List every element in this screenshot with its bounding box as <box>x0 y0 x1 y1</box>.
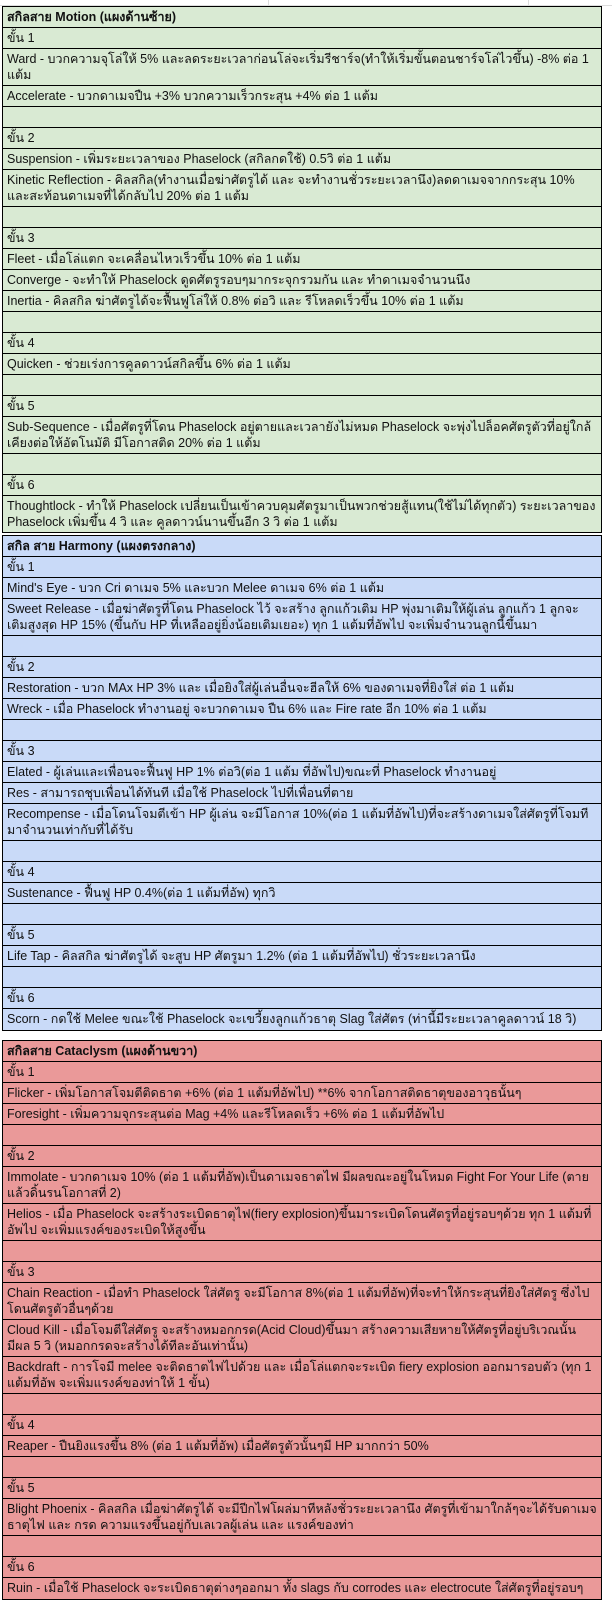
tier-label[interactable]: ขั้น 6 <box>3 475 601 496</box>
skill-description[interactable]: Mind's Eye - บวก Cri ดาเมจ 5% และบวก Melee ดาเมจ 6% ต่อ 1 แต้ม <box>3 578 601 599</box>
skill-description[interactable]: Elated - ผู้เล่นและเพื่อนจะฟื้นฟู HP 1% ต่อวิ(ต่อ 1 แต้ม ที่อัพไป)ขณะที่ Phaselock ทำงานอยู่ <box>3 762 601 783</box>
section-title[interactable]: สกิลสาย Cataclysm (แผงด้านขวา) <box>3 1041 601 1062</box>
tier-label[interactable]: ขั้น 1 <box>3 28 601 49</box>
empty-cell[interactable] <box>3 841 601 862</box>
section-title[interactable]: สกิลสาย Motion (แผงด้านซ้าย) <box>3 7 601 28</box>
skill-description[interactable]: Suspension - เพิ่มระยะเวลาของ Phaselock (สกิลกดใช้) 0.5วิ ต่อ 1 แต้ม <box>3 149 601 170</box>
skill-description[interactable]: Recompense - เมื่อโดนโจมตีเข้า HP ผู้เล่น จะมีโอกาส 10%(ต่อ 1 แต้มที่อัพไป)ที่จะสร้างดาเมจใส่ศัตรูที่โจมทีมาจำนวนเท่ากับที่ได้รับ <box>3 804 601 841</box>
empty-cell[interactable] <box>3 904 601 925</box>
tier-label[interactable]: ขั้น 1 <box>3 557 601 578</box>
tier-label[interactable]: ขั้น 4 <box>3 862 601 883</box>
section-title[interactable]: สกิล สาย Harmony (แผงตรงกลาง) <box>3 536 601 557</box>
empty-cell[interactable] <box>3 312 601 333</box>
empty-cell[interactable] <box>3 967 601 988</box>
empty-cell[interactable] <box>3 636 601 657</box>
empty-cell[interactable] <box>3 107 601 128</box>
empty-cell[interactable] <box>3 1241 601 1262</box>
empty-cell[interactable] <box>3 1536 601 1557</box>
skill-tree-motion <box>2 6 602 533</box>
skill-description[interactable]: Kinetic Reflection - คิลสกิล(ทำงานเมื่อฆ่าศัตรูได้ และ จะทำงานชั่วระยะเวลานึง)ลดดาเมจจากกระสุน 10% และสะท้อนดาเมจที่ได้กลับไป 20% ต่อ 1 แต้ม <box>3 170 601 207</box>
tier-label[interactable]: ขั้น 6 <box>3 1557 601 1578</box>
empty-cell[interactable] <box>3 1125 601 1146</box>
skill-description[interactable]: Reaper - ปืนยิงแรงขึ้น 8% (ต่อ 1 แต้มที่อัพ) เมื่อศัตรูตัวนั้นๆมี HP มากกว่า 50% <box>3 1436 601 1457</box>
skill-description[interactable]: Blight Phoenix - คิลสกิล เมื่อฆ่าศัตรูได้ จะมีปีกไฟโผล่มาทีหลังชั่วระยะเวลานึง ศัตรูที่เข้ามาใกล้ๆจะได้รับดาเมจธาตุไฟ และ กรด ความแรงขึ้นอยู่กับเลเวลผู้เล่น และ แรงค์ของท่า <box>3 1499 601 1536</box>
tier-label[interactable]: ขั้น 3 <box>3 741 601 762</box>
skill-description[interactable]: Foresight - เพิ่มความจุกระสุนต่อ Mag +4% และรีโหลดเร็ว +6% ต่อ 1 แต้มที่อัพไป <box>3 1104 601 1125</box>
tier-label[interactable]: ขั้น 3 <box>3 228 601 249</box>
empty-cell[interactable] <box>3 375 601 396</box>
empty-cell[interactable] <box>3 720 601 741</box>
skill-description[interactable]: Sub-Sequence - เมื่อศัตรูที่โดน Phaselock อยู่ตายและเวลายังไม่หมด Phaselock จะพุ่งไปล็อคศัตรูตัวที่อยู่ใกล้เคียงต่อให้อัตโนมัติ มีโอกาสติด 20% ต่อ 1 แต้ม <box>3 417 601 454</box>
empty-cell[interactable] <box>3 1394 601 1415</box>
skill-description[interactable]: Chain Reaction - เมื่อทำ Phaselock ใส่ศัตรู จะมีโอกาส 8%(ต่อ 1 แต้มที่อัพ)ที่จะทำให้กระสุนที่ยิงใส่ศัตรู ซึ่งไปโดนศัตรูตัวอื่นๆด้วย <box>3 1283 601 1320</box>
skill-tree-harmony <box>2 535 602 1031</box>
skill-description[interactable]: Ward - บวกความจุโล่ให้ 5% และลดระยะเวลาก่อนโล่จะเริ่มรีชาร์จ(ทำให้เริ่มขั้นตอนชาร์จโล่ไวขึ้น) -8% ต่อ 1 แต้ม <box>3 49 601 86</box>
tier-label[interactable]: ขั้น 5 <box>3 396 601 417</box>
tier-label[interactable]: ขั้น 3 <box>3 1262 601 1283</box>
skill-description[interactable]: Thoughtlock - ทำให้ Phaselock เปลี่ยนเป็นเข้าควบคุมศัตรูมาเป็นพวกช่วยสู้แทน(ใช้ไม่ได้ทุกตัว) ระยะเวลาของ Phaselock เพิ่มขึ้น 4 วิ และ คูลดาวน์นานขึ้นอีก 3 วิ ต่อ 1 แต้ม <box>7 499 596 529</box>
skill-description[interactable]: Converge - จะทำให้ Phaselock ดูดศัตรูรอบๆมากระจุกรวมกัน และ ทำดาเมจจำนวนนึง <box>3 270 601 291</box>
tier-label[interactable]: ขั้น 6 <box>3 988 601 1009</box>
tier-label[interactable]: ขั้น 4 <box>3 1415 601 1436</box>
skill-description[interactable]: Ruin - เมื่อใช้ Phaselock จะระเบิดธาตุต่างๆออกมา ทั้ง slags กับ corrodes และ electrocute ใส่ศัตรูที่อยู่รอบๆ <box>7 1581 584 1595</box>
tier-label[interactable]: ขั้น 5 <box>3 925 601 946</box>
skill-description[interactable]: Cloud Kill - เมื่อโจมตีใส่ศัตรู จะสร้างหมอกกรด(Acid Cloud)ขึ้นมา สร้างความเสียหายให้ศัตรูที่อยู่บริเวณนั้น มีผล 5 วิ (หมอกกรดจะสร้างได้ทีละอันเท่านั้น) <box>3 1320 601 1357</box>
skill-description[interactable]: Backdraft - การโจมี melee จะติดธาตไฟไปด้วย และ เมื่อโล่แตกจะระเบิด fiery explosion ออกมารอบตัว (ทุก 1 แต้มที่อัพ จะเพิ่มแรงค์ของท่าให้ 1 ขั้น) <box>3 1357 601 1394</box>
tier-label[interactable]: ขั้น 5 <box>3 1478 601 1499</box>
skill-tree-cataclysm <box>2 1040 602 1600</box>
skill-description[interactable]: Life Tap - คิลสกิล ฆ่าศัตรูได้ จะสูบ HP ศัตรูมา 1.2% (ต่อ 1 แต้มที่อัพไป) ชั่วระยะเวลานึง <box>3 946 601 967</box>
skill-description[interactable]: Restoration - บวก MAx HP 3% และ เมื่อยิงใส่ผู้เล่นอื่นจะฮีลให้ 6% ของดาเมจที่ยิงใส่ ต่อ 1 แต้ม <box>3 678 601 699</box>
skill-description[interactable]: Scorn - กดใช้ Melee ขณะใช้ Phaselock จะเขวี้ยงลูกแก้วธาตุ Slag ใส่ศัตร (ท่านี้มีระยะเวลาคูลดาวน์ 18 วิ) <box>7 1012 577 1026</box>
skill-description[interactable]: Flicker - เพิ่มโอกาสโจมตีติดธาต +6% (ต่อ 1 แต้มที่อัพไป) **6% จากโอกาสติดธาตุของอาวุธนั้นๆ <box>3 1083 601 1104</box>
tier-label[interactable]: ขั้น 4 <box>3 333 601 354</box>
empty-cell[interactable] <box>3 454 601 475</box>
skill-description[interactable]: Inertia - คิลสกิล ฆ่าศัตรูได้จะฟื้นฟูโล่ให้ 0.8% ต่อวิ และ รีโหลดเร็วขึ้น 10% ต่อ 1 แต้ม <box>3 291 601 312</box>
skill-description[interactable]: Wreck - เมื่อ Phaselock ทำงานอยู่ จะบวกดาเมจ ปืน 6% และ Fire rate อีก 10% ต่อ 1 แต้ม <box>3 699 601 720</box>
skill-description[interactable]: Immolate - บวกดาเมจ 10% (ต่อ 1 แต้มที่อัพ)เป็นดาเมจธาตไฟ มีผลขณะอยู่ในโหมด Fight For Your Life (ตายแล้วดิ้นรนโอกาสที่ 2) <box>3 1167 601 1204</box>
skill-description[interactable]: Res - สามารถชุบเพื่อนได้ทันที เมื่อใช้ Phaselock ไปที่เพื่อนที่ตาย <box>3 783 601 804</box>
tier-label[interactable]: ขั้น 2 <box>3 1146 601 1167</box>
skill-description[interactable]: Fleet - เมื่อโล่แตก จะเคลื่อนไหวเร็วขึ้น 10% ต่อ 1 แต้ม <box>3 249 601 270</box>
tier-label[interactable]: ขั้น 1 <box>3 1062 601 1083</box>
empty-cell[interactable] <box>3 207 601 228</box>
empty-cell[interactable] <box>3 1457 601 1478</box>
tier-label[interactable]: ขั้น 2 <box>3 128 601 149</box>
skill-description[interactable]: Sustenance - ฟื้นฟู HP 0.4%(ต่อ 1 แต้มที่อัพ) ทุกวิ <box>3 883 601 904</box>
spreadsheet <box>0 6 612 1600</box>
skill-description[interactable]: Sweet Release - เมื่อฆ่าศัตรูที่โดน Phaselock ไว้ จะสร้าง ลูกแก้วเติม HP พุ่งมาเติมให้ผู้เล่น ลูกแก้ว 1 ลูกจะเติมสูงสุด HP 15% (ขึ้นกับ HP ที่เหลืออยู่ยิ่งน้อยเติมเยอะ) ทุก 1 แต้มที่อัพไป จะเพิ่มจำนวนลูกนี้ขึ้นมา <box>3 599 601 636</box>
tier-label[interactable]: ขั้น 2 <box>3 657 601 678</box>
skill-description[interactable]: Helios - เมื่อ Phaselock จะสร้างระเบิดธาตุไฟ(fiery explosion)ขึ้นมาระเบิดโดนศัตรูที่อยู่รอบๆด้วย ทุก 1 แต้มที่อัพไป จะเพิ่มแรงค์ของระเบิดให้สูงขึ้น <box>3 1204 601 1241</box>
skill-description[interactable]: Quicken - ช่วยเร่งการคูลดาวน์สกิลขึ้น 6% ต่อ 1 แต้ม <box>3 354 601 375</box>
skill-description[interactable]: Accelerate - บวกดาเมจปืน +3% บวกความเร็วกระสุน +4% ต่อ 1 แต้ม <box>3 86 601 107</box>
